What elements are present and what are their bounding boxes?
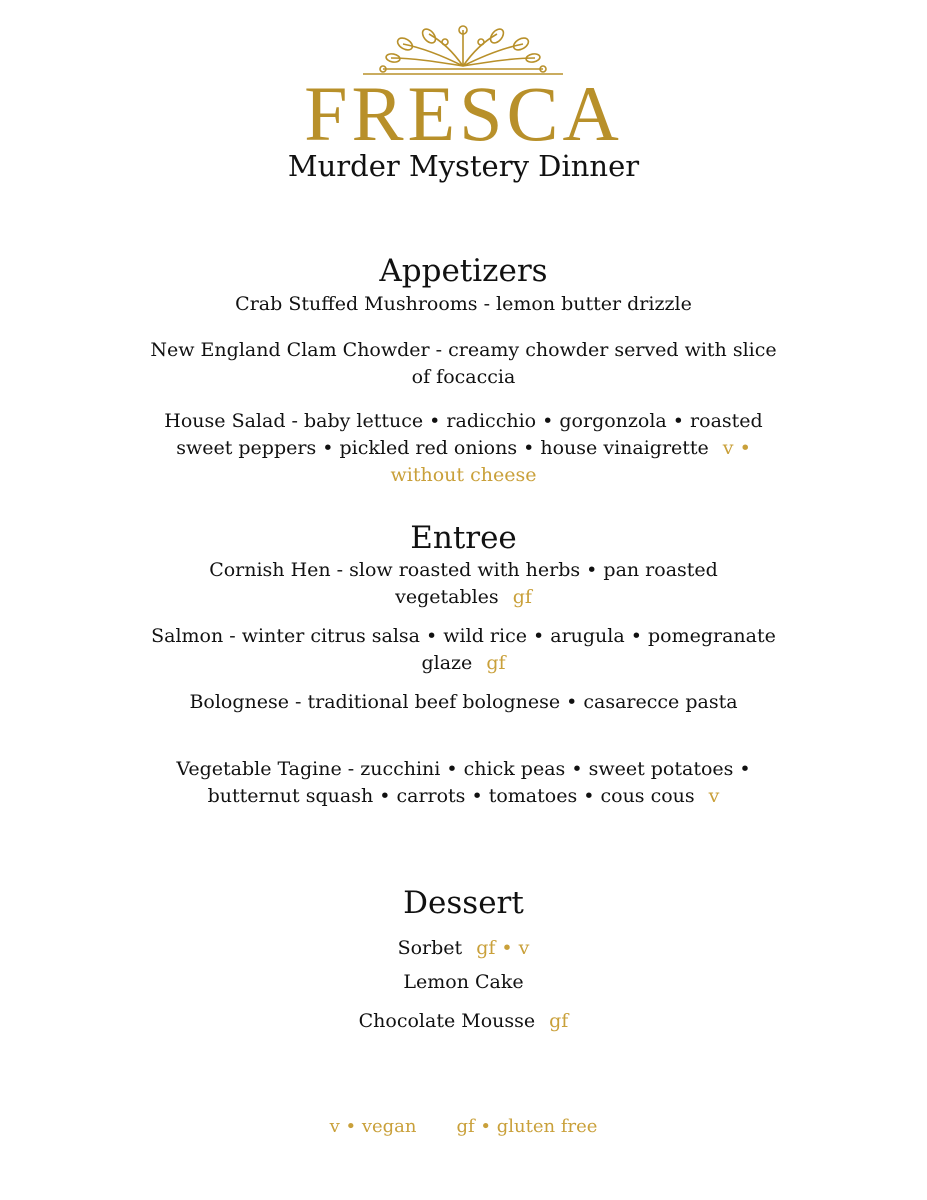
dietary-tag: v: [708, 785, 720, 807]
menu-item: [150, 969, 777, 996]
section-title-entree: Entree: [410, 520, 517, 556]
dietary-tag: gf: [549, 1010, 569, 1032]
menu-item: [150, 756, 777, 810]
menu-item-text: Cornish Hen - slow roasted with herbs • pan roasted vegetables: [209, 559, 718, 608]
menu-subtitle: Murder Mystery Dinner: [287, 149, 640, 183]
menu-item: [150, 291, 777, 318]
brand-logo: FRESCA: [304, 70, 623, 157]
menu-item: [150, 337, 777, 391]
menu-item-text: Salmon - winter citrus salsa • wild rice • arugula • pomegranate glaze: [151, 625, 776, 674]
menu-item-text: Vegetable Tagine - zucchini • chick peas • sweet potatoes • butternut squash • carrots • tomatoes • cous cous: [176, 758, 751, 807]
dietary-tag: gf: [512, 586, 532, 608]
menu-item-text: Bolognese - traditional beef bolognese • casarecce pasta: [189, 691, 738, 713]
menu-item: [150, 1008, 777, 1035]
menu-item-text: House Salad - baby lettuce • radicchio • gorgonzola • roasted sweet peppers • pickled red onions • house vinaigrette: [164, 410, 763, 459]
dietary-tag: gf: [486, 652, 506, 674]
dietary-tag: gf • v: [476, 937, 530, 959]
menu-item: [150, 935, 777, 962]
menu-item: [150, 689, 777, 716]
menu-item: [150, 623, 777, 677]
menu-item-text: Lemon Cake: [403, 971, 524, 993]
menu-item-text: New England Clam Chowder - creamy chowder served with slice of focaccia: [150, 339, 777, 388]
menu-item: [150, 557, 777, 611]
menu-item: [150, 408, 777, 489]
legend-vegan: v • vegan: [329, 1116, 417, 1137]
menu-item-text: Sorbet: [397, 937, 463, 959]
section-title-dessert: Dessert: [403, 885, 524, 921]
section-title-appetizers: Appetizers: [379, 253, 548, 289]
dietary-tag: v • without cheese: [390, 437, 751, 486]
menu-item-text: Crab Stuffed Mushrooms - lemon butter drizzle: [235, 293, 692, 315]
legend-gluten-free: gf • gluten free: [456, 1116, 598, 1137]
dietary-legend: [0, 1114, 927, 1140]
menu-item-text: Chocolate Mousse: [358, 1010, 536, 1032]
